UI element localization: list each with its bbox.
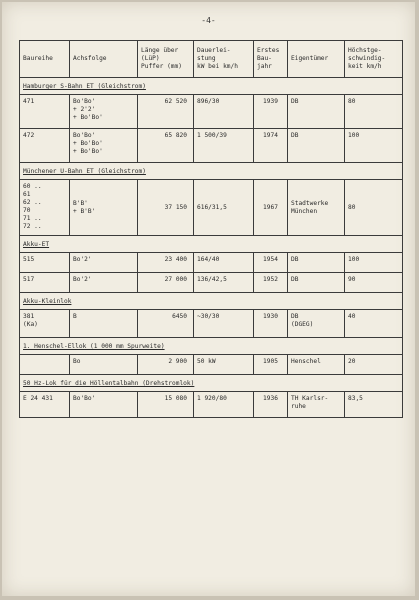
cell-baureihe: [20, 355, 70, 375]
section-title: Hamburger S-Bahn ET (Gleichstrom): [23, 83, 146, 90]
cell-baureihe: 60 .. 61 62 .. 70 71 .. 72 ..: [20, 180, 70, 236]
table-row: [20, 355, 403, 375]
header-laenge: Länge über (LüP) Puffer (mm): [138, 41, 194, 78]
cell-vmax: 83,5: [345, 392, 403, 418]
cell-laenge: 15 080: [138, 392, 194, 418]
cell-baujahr: 1967: [254, 180, 288, 236]
section-row: [20, 163, 403, 180]
cell-baureihe: 515: [20, 253, 70, 273]
cell-vmax: 40: [345, 310, 403, 338]
cell-achsfolge: Bo'2': [70, 273, 138, 293]
header-baujahr: Erstes Bau- jahr: [254, 41, 288, 78]
section-title: 50 Hz-Lok für die Höllentalbahn (Drehstromlok): [23, 380, 195, 388]
header-baureihe: Baureihe: [20, 41, 70, 78]
cell-baujahr: 1936: [254, 392, 288, 418]
locomotive-table: [19, 40, 403, 418]
cell-leistung: ~30/30: [194, 310, 254, 338]
cell-leistung: 1 920/80: [194, 392, 254, 418]
section-title: 1. Henschel-Ellok (1 000 mm Spurweite): [23, 343, 165, 351]
cell-leistung: 896/30: [194, 95, 254, 129]
table-row: [20, 310, 403, 338]
cell-leistung: 164/40: [194, 253, 254, 273]
header-achsfolge: Achsfolge: [70, 41, 138, 78]
cell-achsfolge: Bo'Bo' + 2'2' + Bo'Bo': [70, 95, 138, 129]
cell-vmax: 100: [345, 129, 403, 163]
cell-eigentuemer: DB: [288, 273, 345, 293]
cell-baureihe: 381 (Ka): [20, 310, 70, 338]
cell-leistung: 1 500/39: [194, 129, 254, 163]
document-page: [2, 2, 415, 596]
header-dauerleistung: Dauerlei- stung kW bei km/h: [194, 41, 254, 78]
cell-achsfolge: Bo'Bo' + Bo'Bo' + Bo'Bo': [70, 129, 138, 163]
cell-leistung: 616/31,5: [194, 180, 254, 236]
header-hoechstgeschwindigkeit: Höchstge- schwindig- keit km/h: [345, 41, 403, 78]
section-title: Akku-ET: [23, 241, 50, 249]
section-row: [20, 236, 403, 253]
table-row: [20, 129, 403, 163]
cell-eigentuemer: TH Karlsr- ruhe: [288, 392, 345, 418]
cell-eigentuemer: Henschel: [288, 355, 345, 375]
cell-leistung: 136/42,5: [194, 273, 254, 293]
cell-vmax: 20: [345, 355, 403, 375]
table-row: [20, 273, 403, 293]
cell-baujahr: 1939: [254, 95, 288, 129]
cell-laenge: 62 520: [138, 95, 194, 129]
table-row: [20, 392, 403, 418]
cell-eigentuemer: DB: [288, 95, 345, 129]
section-row: [20, 375, 403, 392]
cell-vmax: 80: [345, 95, 403, 129]
table-header-row: [20, 41, 403, 78]
cell-vmax: 90: [345, 273, 403, 293]
cell-baujahr: 1905: [254, 355, 288, 375]
cell-eigentuemer: DB: [288, 253, 345, 273]
section-row: [20, 78, 403, 95]
cell-baureihe: 472: [20, 129, 70, 163]
cell-baujahr: 1952: [254, 273, 288, 293]
cell-baujahr: 1954: [254, 253, 288, 273]
header-eigentuemer: Eigentümer: [288, 41, 345, 78]
page-number: -4-: [201, 16, 216, 25]
cell-achsfolge: Bo'2': [70, 253, 138, 273]
cell-achsfolge: Bo: [70, 355, 138, 375]
cell-vmax: 100: [345, 253, 403, 273]
cell-baureihe: 471: [20, 95, 70, 129]
table-row: [20, 180, 403, 236]
cell-laenge: 2 900: [138, 355, 194, 375]
cell-achsfolge: B: [70, 310, 138, 338]
cell-baujahr: 1974: [254, 129, 288, 163]
section-title: Münchener U-Bahn ET (Gleichstrom): [23, 168, 146, 176]
cell-leistung: 50 kW: [194, 355, 254, 375]
cell-vmax: 80: [345, 180, 403, 236]
cell-laenge: 37 150: [138, 180, 194, 236]
section-title: Akku-Kleinlok: [23, 298, 72, 306]
cell-eigentuemer: Stadtwerke München: [288, 180, 345, 236]
cell-eigentuemer: DB (DGEG): [288, 310, 345, 338]
cell-laenge: 27 000: [138, 273, 194, 293]
cell-laenge: 23 400: [138, 253, 194, 273]
cell-baujahr: 1930: [254, 310, 288, 338]
section-row: [20, 293, 403, 310]
table-row: [20, 253, 403, 273]
cell-baureihe: 517: [20, 273, 70, 293]
cell-laenge: 65 820: [138, 129, 194, 163]
table-row: [20, 95, 403, 129]
section-row: [20, 338, 403, 355]
cell-laenge: 6450: [138, 310, 194, 338]
cell-eigentuemer: DB: [288, 129, 345, 163]
cell-baureihe: E 24 431: [20, 392, 70, 418]
cell-achsfolge: Bo'Bo': [70, 392, 138, 418]
cell-achsfolge: B'B' + B'B': [70, 180, 138, 236]
